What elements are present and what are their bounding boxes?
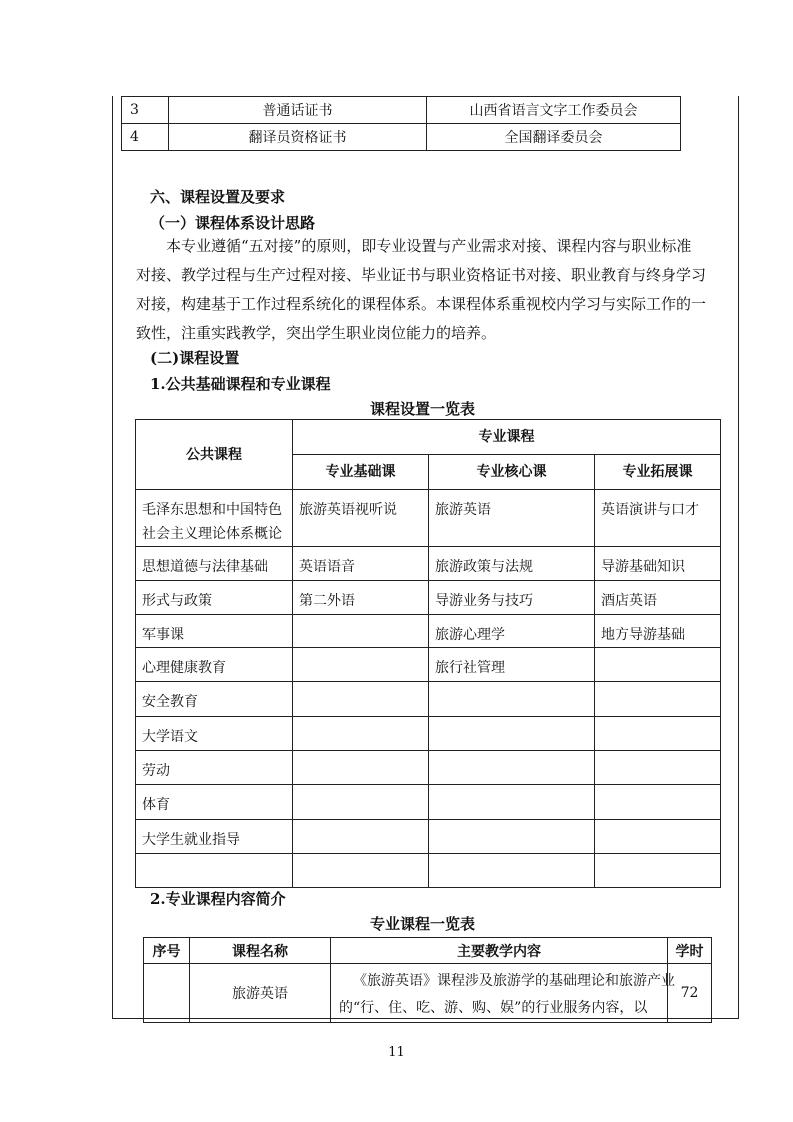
public-course-cell: 安全教育 (136, 682, 293, 717)
course-content-line: 《旅游英语》课程涉及旅游学的基础理论和旅游产业 (353, 973, 675, 989)
header-course-name: 课程名称 (190, 938, 331, 964)
paragraph-line: 对接、教学过程与生产过程对接、毕业证书与职业资格证书对接、职业教育与终身学习 (136, 266, 707, 284)
basic-course-cell: 英语语音 (293, 547, 429, 581)
table-header-row (136, 420, 721, 455)
header-major-courses: 专业课程 (293, 420, 721, 455)
core-course-cell: 导游业务与技巧 (429, 581, 595, 615)
page-number: 11 (388, 1045, 405, 1060)
basic-course-cell (293, 682, 429, 717)
cert-no: 3 (122, 97, 169, 124)
extension-course-cell (595, 854, 721, 888)
item-heading: 2.专业课程内容简介 (150, 890, 286, 908)
header-extension-courses: 专业拓展课 (595, 455, 721, 490)
core-course-cell (429, 785, 595, 820)
extension-course-cell: 英语演讲与口才 (595, 490, 721, 547)
cert-name: 翻译员资格证书 (169, 124, 427, 151)
basic-course-cell (293, 751, 429, 785)
course-content-line: 的“行、住、吃、游、购、娱”的行业服务内容，以 (339, 1000, 648, 1016)
public-course-cell: 大学语文 (136, 717, 293, 751)
table-title: 课程设置一览表 (370, 400, 476, 418)
paragraph-line: 对接，构建基于工作过程系统化的课程体系。本课程体系重视校内学习与实际工作的一 (136, 295, 707, 313)
core-course-cell: 旅游政策与法规 (429, 547, 595, 581)
header-public-courses: 公共课程 (136, 420, 293, 490)
table-row (136, 717, 721, 751)
basic-course-cell: 旅游英语视听说 (293, 490, 429, 547)
public-course-cell: 毛泽东思想和中国特色社会主义理论体系概论 (136, 490, 293, 547)
page-frame-right-border (738, 96, 739, 1019)
course-overview-table (135, 419, 721, 888)
core-course-cell (429, 682, 595, 717)
core-course-cell (429, 820, 595, 854)
course-no-cell (144, 964, 190, 1023)
basic-course-cell (293, 717, 429, 751)
extension-course-cell (595, 820, 721, 854)
header-basic-courses: 专业基础课 (293, 455, 429, 490)
public-course-cell: 形式与政策 (136, 581, 293, 615)
cert-no: 4 (122, 124, 169, 151)
section-heading: 六、课程设置及要求 (150, 188, 286, 206)
table-title: 专业课程一览表 (370, 915, 476, 933)
extension-course-cell: 导游基础知识 (595, 547, 721, 581)
header-hours: 学时 (668, 938, 712, 964)
basic-course-cell (293, 854, 429, 888)
course-content-table (143, 937, 712, 1023)
public-course-cell: 思想道德与法律基础 (136, 547, 293, 581)
core-course-cell (429, 751, 595, 785)
table-row (136, 648, 721, 682)
table-row (136, 615, 721, 648)
cert-org: 山西省语言文字工作委员会 (427, 97, 681, 124)
item-heading: 1.公共基础课程和专业课程 (150, 375, 331, 393)
header-main-content: 主要教学内容 (331, 938, 668, 964)
header-no: 序号 (144, 938, 190, 964)
table-row (136, 682, 721, 717)
header-core-courses: 专业核心课 (429, 455, 595, 490)
core-course-cell (429, 717, 595, 751)
public-course-cell: 大学生就业指导 (136, 820, 293, 854)
course-name-cell: 旅游英语 (190, 964, 331, 1023)
core-course-cell: 旅游心理学 (429, 615, 595, 648)
certificate-table (121, 96, 681, 151)
extension-course-cell (595, 751, 721, 785)
page-frame-left-border (112, 96, 113, 1019)
core-course-cell: 旅游英语 (429, 490, 595, 547)
extension-course-cell (595, 785, 721, 820)
core-course-cell: 旅行社管理 (429, 648, 595, 682)
basic-course-cell (293, 648, 429, 682)
table-row (136, 820, 721, 854)
course-content-cell (331, 964, 675, 1023)
core-course-cell (429, 854, 595, 888)
basic-course-cell (293, 820, 429, 854)
table-row (122, 97, 681, 124)
basic-course-cell: 第二外语 (293, 581, 429, 615)
table-row (122, 124, 681, 151)
extension-course-cell (595, 682, 721, 717)
design-paragraph (136, 232, 720, 348)
table-row (136, 854, 721, 888)
paragraph-line: 致性，注重实践教学，突出学生职业岗位能力的培养。 (136, 324, 497, 342)
extension-course-cell (595, 648, 721, 682)
public-course-cell: 劳动 (136, 751, 293, 785)
basic-course-cell (293, 785, 429, 820)
subsection-heading: （一）课程体系设计思路 (150, 214, 316, 232)
extension-course-cell: 地方导游基础 (595, 615, 721, 648)
table-row (144, 964, 712, 1023)
extension-course-cell (595, 717, 721, 751)
table-row (136, 785, 721, 820)
public-course-cell: 体育 (136, 785, 293, 820)
table-row (136, 547, 721, 581)
public-course-cell (136, 854, 293, 888)
course-hours-cell: 72 (668, 964, 712, 1023)
cert-org: 全国翻译委员会 (427, 124, 681, 151)
extension-course-cell: 酒店英语 (595, 581, 721, 615)
paragraph-line: 本专业遵循“五对接”的原则，即专业设置与产业需求对接、课程内容与职业标准 (166, 237, 692, 255)
subsection-heading: (二)课程设置 (150, 349, 240, 367)
public-course-cell: 心理健康教育 (136, 648, 293, 682)
cert-name: 普通话证书 (169, 97, 427, 124)
table-row (136, 581, 721, 615)
public-course-cell: 军事课 (136, 615, 293, 648)
table-header-row (144, 938, 712, 964)
table-row (136, 490, 721, 547)
basic-course-cell (293, 615, 429, 648)
table-row (136, 751, 721, 785)
